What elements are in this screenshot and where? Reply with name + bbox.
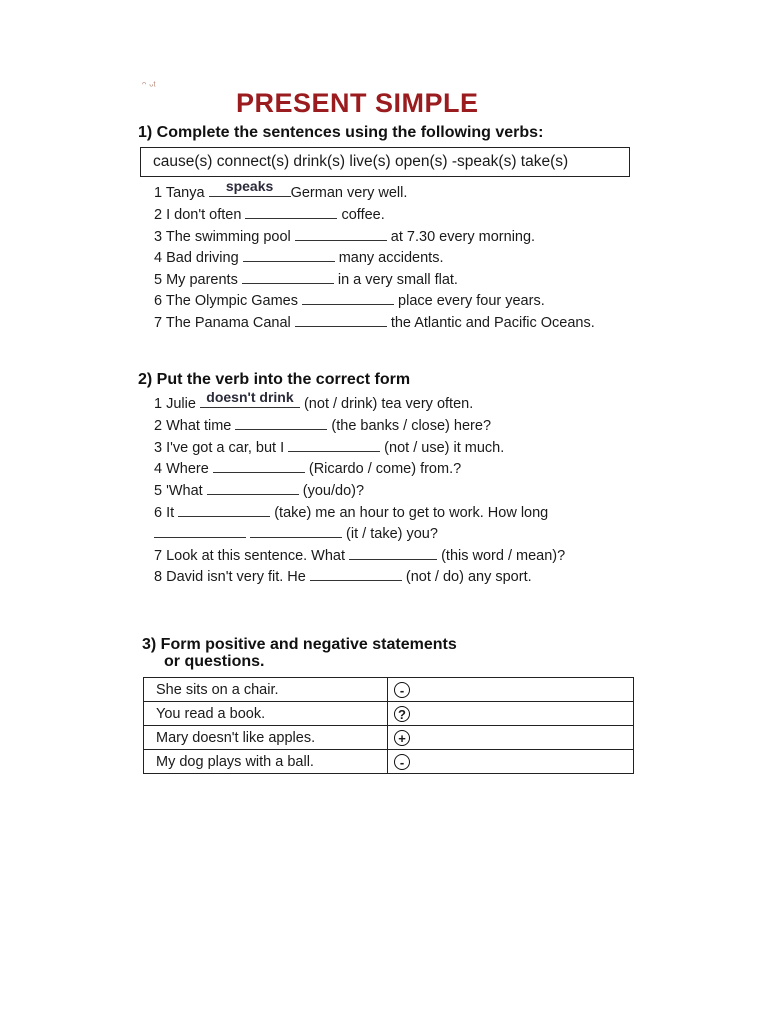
exercise1-item xyxy=(154,312,595,332)
exercise2-item xyxy=(154,480,364,500)
exercise2-item xyxy=(154,415,491,435)
answer-cell[interactable] xyxy=(388,678,634,702)
answer-blank[interactable] xyxy=(349,545,437,560)
answer-blank[interactable] xyxy=(295,312,387,327)
answer-blank[interactable] xyxy=(154,523,246,538)
item-text-before: 2 I don't often xyxy=(154,207,246,223)
item-text-before: 4 Bad driving xyxy=(154,250,243,266)
item-text-after: (not / use) it much. xyxy=(380,440,505,456)
answer-blank[interactable] xyxy=(245,204,337,219)
item-text-after: (Ricardo / come) from.? xyxy=(304,461,462,477)
item-text-before: 5 'What xyxy=(154,483,207,499)
section2-heading: 2) Put the verb into the correct form xyxy=(138,371,411,388)
item-text-before: 4 Where xyxy=(154,461,213,477)
item-text-before: 3 I've got a car, but I xyxy=(154,440,289,456)
exercise2-item xyxy=(154,458,461,478)
answer-text: doesn't drink xyxy=(206,389,294,405)
exercise2-item xyxy=(154,545,565,565)
answer-text: speaks xyxy=(225,178,274,194)
exercise2-item xyxy=(154,566,532,586)
item-text-after: (take) me an hour to get to work. How long xyxy=(270,505,549,521)
answer-blank[interactable] xyxy=(213,458,305,473)
exercise1-item xyxy=(154,226,535,246)
item-text-before: 6 It xyxy=(154,505,179,521)
exercise1-item xyxy=(154,247,443,267)
answer-blank[interactable] xyxy=(243,247,335,262)
item-text-after: many accidents. xyxy=(334,250,444,266)
table-row xyxy=(144,750,634,774)
statement-cell: Mary doesn't like apples. xyxy=(144,726,388,750)
table-row xyxy=(144,726,634,750)
item-text-before: 6 The Olympic Games xyxy=(154,293,303,309)
statements-table xyxy=(143,677,634,774)
item-text-after: (you/do)? xyxy=(298,483,365,499)
item-text-after: in a very small flat. xyxy=(333,272,458,288)
answer-blank[interactable] xyxy=(209,178,291,197)
answer-blank[interactable] xyxy=(288,437,380,452)
table-row xyxy=(144,702,634,726)
item-text-after: at 7.30 every morning. xyxy=(386,229,536,245)
answer-blank[interactable] xyxy=(302,290,394,305)
answer-blank[interactable] xyxy=(242,269,334,284)
section3-heading-line2: or questions. xyxy=(164,653,265,670)
item-text-after: coffee. xyxy=(337,207,385,223)
item-text-after: German very well. xyxy=(290,185,408,201)
item-text-before: 1 Tanya xyxy=(154,185,209,201)
item-text-after: place every four years. xyxy=(394,293,545,309)
item-text-before: 5 My parents xyxy=(154,272,242,288)
item-text-after: (not / do) any sport. xyxy=(401,569,532,585)
exercise2-item xyxy=(154,437,504,457)
item-text-after: (this word / mean)? xyxy=(437,548,566,564)
item-text-after: (not / drink) tea very often. xyxy=(299,396,474,412)
item-text-before: 2 What time xyxy=(154,418,236,434)
exercise2-item xyxy=(154,389,474,413)
statement-cell: My dog plays with a ball. xyxy=(144,750,388,774)
exercise1-item xyxy=(154,178,408,202)
item-text-after: (it / take) you? xyxy=(342,526,438,542)
page-title: PRESENT SIMPLE xyxy=(236,88,479,118)
item-text-after: (the banks / close) here? xyxy=(327,418,492,434)
plus-icon: + xyxy=(394,730,410,746)
question-icon: ? xyxy=(394,706,410,722)
answer-cell[interactable] xyxy=(388,750,634,774)
table-row xyxy=(144,678,634,702)
answer-cell[interactable] xyxy=(388,702,634,726)
answer-blank[interactable] xyxy=(310,566,402,581)
item-text-after: the Atlantic and Pacific Oceans. xyxy=(386,315,595,331)
item-text-before: 3 The swimming pool xyxy=(154,229,295,245)
item-text-before: 1 Julie xyxy=(154,396,200,412)
statement-cell: She sits on a chair. xyxy=(144,678,388,702)
answer-blank[interactable] xyxy=(235,415,327,430)
exercise2-item xyxy=(154,502,548,522)
answer-blank[interactable] xyxy=(295,226,387,241)
minus-icon: - xyxy=(394,754,410,770)
verb-list-box: cause(s) connect(s) drink(s) live(s) open(s) -speak(s) take(s) xyxy=(140,147,630,177)
item-text-before: 8 David isn't very fit. He xyxy=(154,569,310,585)
answer-blank[interactable] xyxy=(207,480,299,495)
answer-blank[interactable] xyxy=(178,502,270,517)
minus-icon: - xyxy=(394,682,410,698)
answer-blank[interactable] xyxy=(200,389,300,408)
item-text-before: 7 The Panama Canal xyxy=(154,315,295,331)
statement-cell: You read a book. xyxy=(144,702,388,726)
exercise2-item-continued xyxy=(154,523,438,543)
exercise1-item xyxy=(154,269,458,289)
exercise1-item xyxy=(154,204,385,224)
exercise1-item xyxy=(154,290,545,310)
corner-decoration: ᵔ ᵕᵗ xyxy=(142,80,156,92)
answer-blank[interactable] xyxy=(250,523,342,538)
item-text-before: 7 Look at this sentence. What xyxy=(154,548,350,564)
section1-heading: 1) Complete the sentences using the following verbs: xyxy=(138,124,544,141)
section3-heading: 3) Form positive and negative statements xyxy=(142,636,457,653)
answer-cell[interactable] xyxy=(388,726,634,750)
